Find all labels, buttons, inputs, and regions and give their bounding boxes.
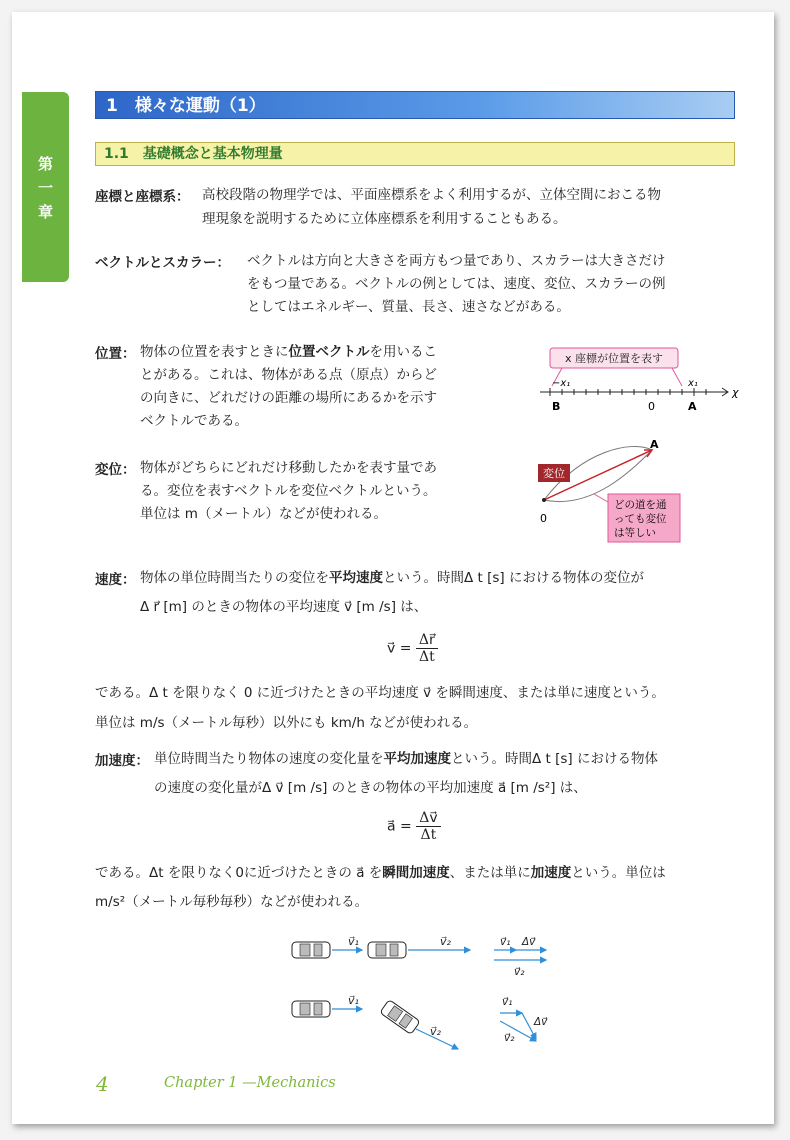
acceleration-formula-numerator: Δv⃗ [416, 810, 440, 827]
point-b-label: B [552, 400, 561, 413]
car-icon [380, 1000, 420, 1035]
term-velocity: 速度： [95, 572, 136, 588]
position-line-1c: を用いるこ [369, 344, 437, 360]
pos-x1-label: x₁ [688, 378, 698, 389]
v1-label: v⃗₁ [502, 996, 513, 1008]
acceleration-line-1c: という。時間Δ t [s] における物体 [451, 751, 658, 767]
acceleration-line-2: の速度の変化量がΔ v⃗ [m /s] のときの物体の平均加速度 a⃗ [m /s²] は、 [154, 780, 587, 796]
section-title: 1 様々な運動（1） [95, 91, 735, 119]
position-vector-keyword: 位置ベクトル [288, 344, 370, 360]
position-line-3: の向きに、どれだけの距離の場所にあるかを示す [140, 390, 437, 406]
term-coordinates: 座標と座標系： [95, 189, 190, 205]
chapter-side-tab [22, 92, 69, 282]
car-icon [292, 942, 330, 958]
velocity-line-2: Δ r⃗ [m] のときの物体の平均速度 v⃗ [m /s] は、 [140, 599, 428, 615]
acceleration-line-1 [154, 748, 658, 770]
position-line-2: とがある。これは、物体がある点（原点）からど [140, 367, 437, 383]
vector-line-2: をもつ量である。ベクトルの例としては、速度、変位、スカラーの例 [247, 276, 666, 292]
neg-x1-label: −x₁ [552, 378, 571, 389]
note-line-3: は等しい [614, 527, 656, 539]
point-a-label: A [650, 438, 659, 451]
displacement-tag-text: 変位 [543, 467, 565, 480]
axis-label: χ [732, 386, 739, 399]
car-vector-figure [282, 917, 572, 1057]
note-line-1: どの道を通 [614, 499, 667, 511]
average-velocity-keyword: 平均速度 [329, 570, 383, 586]
dv-label: Δv⃗ [534, 1016, 548, 1028]
velocity-line-1a: 物体の単位時間当たりの変位を [140, 570, 329, 586]
vector-line-3: としてはエネルギー、質量、長さ、速さなどがある。 [247, 299, 570, 315]
v2-label: v⃗₂ [440, 935, 451, 948]
side-tab-char-2: 一 [37, 179, 53, 197]
velocity-after-2: 単位は m/s（メートル毎秒）以外にも km/h などが使われる。 [95, 715, 478, 731]
position-line-1a: 物体の位置を表すときに [140, 344, 289, 360]
point-a-label: A [688, 400, 697, 413]
side-tab-char-1: 第 [37, 155, 53, 173]
origin-label: 0 [648, 400, 655, 413]
car-icon [368, 942, 406, 958]
term-vector-scalar: ベクトルとスカラー： [95, 255, 230, 271]
velocity-line-1c: という。時間Δ t [s] における物体の変位が [383, 570, 644, 586]
textbook-page [12, 12, 774, 1124]
callout-text: x 座標が位置を表す [564, 352, 664, 365]
acceleration-line-1a: 単位時間当たり物体の速度の変化量を [154, 751, 384, 767]
velocity-formula-denominator: Δt [418, 649, 435, 665]
average-acceleration-keyword: 平均加速度 [383, 751, 451, 767]
coords-line-1: 高校段階の物理学では、平面座標系をよく利用するが、立体空間におこる物 [202, 187, 661, 203]
displacement-figure [522, 430, 722, 550]
acceleration-after-1e: という。単位は [571, 865, 666, 881]
acceleration-after-1a: である。Δt を限りなく0に近づけたときの a⃗ を [95, 865, 383, 881]
displacement-line-3: 単位は m（メートル）などが使われる。 [140, 506, 387, 522]
velocity-line-1 [140, 567, 644, 589]
velocity-after-1: である。Δ t を限りなく 0 に近づけたときの平均速度 v⃗ を瞬間速度、または単に速度という。 [95, 685, 665, 701]
velocity-formula [387, 632, 438, 665]
car-icon [292, 1001, 330, 1017]
acceleration-formula [387, 810, 441, 843]
side-tab-char-3: 章 [37, 203, 53, 221]
term-position: 位置： [95, 346, 136, 362]
page-number: 4 [96, 1072, 109, 1096]
v2-label: v⃗₂ [514, 966, 525, 978]
position-line-4: ベクトルである。 [140, 413, 248, 429]
coords-line-2: 理現象を説明するために立体座標系を利用することもある。 [202, 211, 567, 227]
v2-label: v⃗₂ [430, 1025, 441, 1038]
displacement-line-2: る。変位を表すベクトルを変位ベクトルという。 [140, 483, 437, 499]
acceleration-after-1c: 、または単に [449, 865, 531, 881]
velocity-formula-numerator: Δr⃗ [416, 632, 438, 649]
note-line-2: っても変位 [614, 513, 667, 525]
term-displacement: 変位： [95, 462, 136, 478]
dv-label: Δv⃗ [522, 936, 536, 948]
vector-line-1: ベクトルは方向と大きさを両方もつ量であり、スカラーは大きさだけ [247, 253, 666, 269]
v1-label: v⃗₁ [348, 994, 359, 1007]
acceleration-formula-lhs: a⃗ = [387, 818, 412, 835]
origin-label: 0 [540, 512, 547, 525]
position-line-1 [140, 341, 437, 363]
position-number-line-figure [522, 342, 742, 422]
v1-label: v⃗₁ [348, 935, 359, 948]
velocity-formula-lhs: v⃗ = [387, 640, 412, 657]
v2-label: v⃗₂ [504, 1032, 515, 1044]
acceleration-formula-denominator: Δt [420, 827, 437, 843]
acceleration-after-1 [95, 862, 666, 884]
instant-acceleration-keyword: 瞬間加速度 [382, 865, 450, 881]
chapter-footer: Chapter 1 —Mechanics [164, 1075, 336, 1091]
v1-label: v⃗₁ [500, 936, 511, 948]
term-acceleration: 加速度： [95, 753, 149, 769]
displacement-line-1: 物体がどちらにどれだけ移動したかを表す量であ [140, 460, 437, 476]
subsection-title: 1.1 基礎概念と基本物理量 [95, 142, 735, 166]
acceleration-after-2: m/s²（メートル毎秒毎秒）などが使われる。 [95, 894, 369, 910]
acceleration-keyword: 加速度 [530, 865, 572, 881]
